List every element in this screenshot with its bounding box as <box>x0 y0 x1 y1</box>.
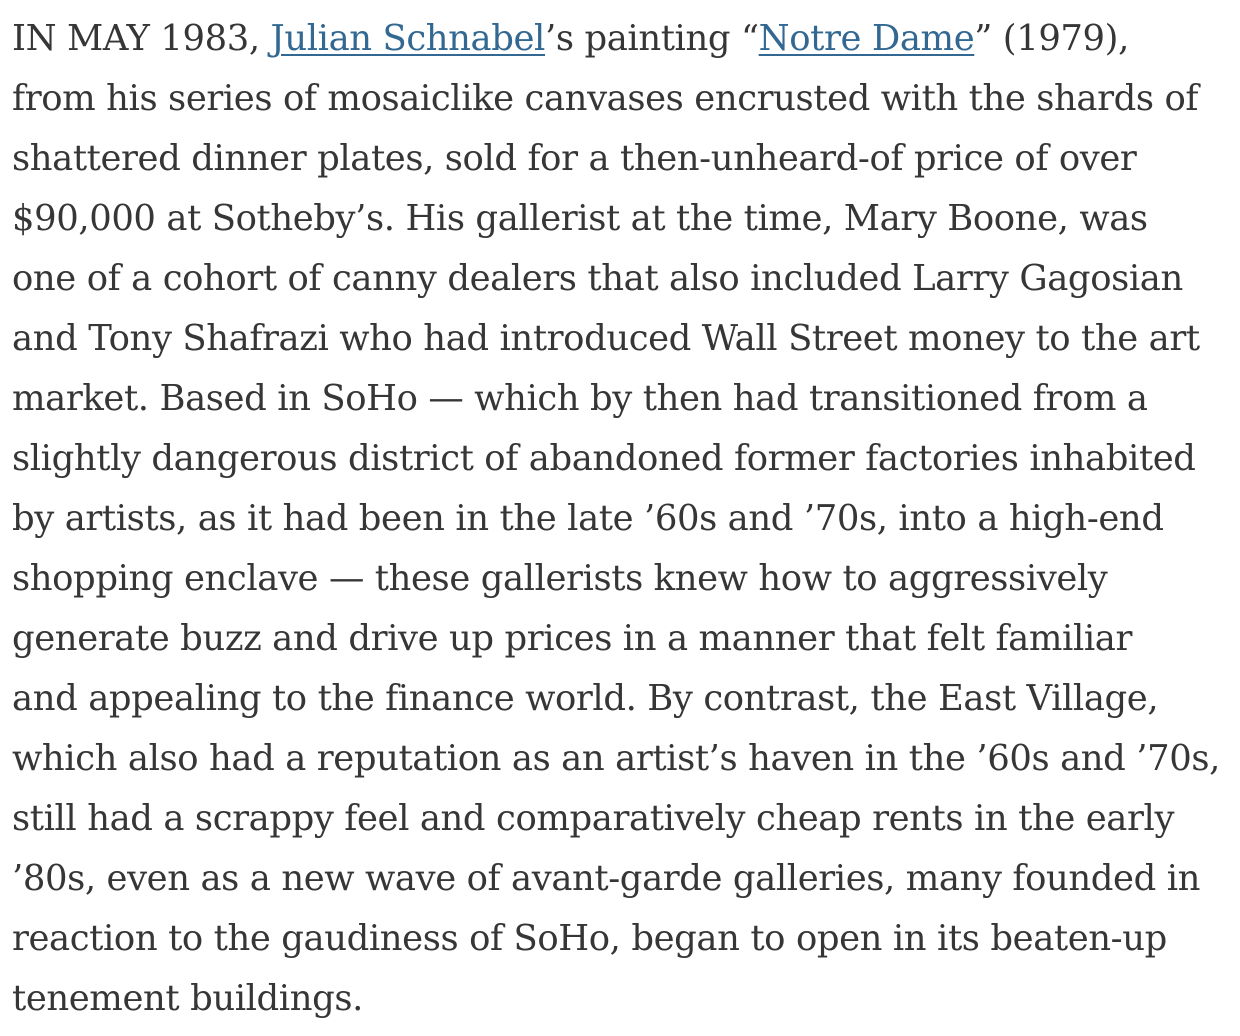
paragraph-line: one of a cohort of canny dealers that also included Larry Gagosian <box>12 258 1183 299</box>
paragraph-line: shattered dinner plates, sold for a then-unheard-of price of over <box>12 138 1137 179</box>
article-paragraph <box>12 9 1234 1029</box>
paragraph-line <box>12 9 1234 69</box>
paragraph-line: by artists, as it had been in the late ’60s and ’70s, into a high-end <box>12 498 1164 539</box>
paragraph-line: generate buzz and drive up prices in a manner that felt familiar <box>12 618 1133 659</box>
paragraph-line: and Tony Shafrazi who had introduced Wall Street money to the art <box>12 318 1200 359</box>
paragraph-line: which also had a reputation as an artist’s haven in the ’60s and ’70s, <box>12 738 1220 779</box>
paragraph-line: $90,000 at Sotheby’s. His gallerist at the time, Mary Boone, was <box>12 198 1148 239</box>
paragraph-line: shopping enclave — these gallerists knew how to aggressively <box>12 558 1108 599</box>
paragraph-line: still had a scrappy feel and comparatively cheap rents in the early <box>12 798 1175 839</box>
line-middle-text: ’s painting “ <box>544 18 759 59</box>
paragraph-line: tenement buildings. <box>12 978 363 1019</box>
article-body <box>12 9 1234 1029</box>
paragraph-line: from his series of mosaiclike canvases encrusted with the shards of <box>12 78 1199 119</box>
julian-schnabel-link[interactable]: Julian Schnabel <box>270 18 545 59</box>
paragraph-line: market. Based in SoHo — which by then had transitioned from a <box>12 378 1148 419</box>
line-prefix-text: IN MAY 1983, <box>12 18 271 59</box>
line-suffix-text: ” (1979), <box>974 18 1129 59</box>
paragraph-line: reaction to the gaudiness of SoHo, began to open in its beaten-up <box>12 918 1167 959</box>
paragraph-line: slightly dangerous district of abandoned former factories inhabited <box>12 438 1196 479</box>
paragraph-line: ’80s, even as a new wave of avant-garde galleries, many founded in <box>12 858 1201 899</box>
paragraph-line: and appealing to the finance world. By contrast, the East Village, <box>12 678 1159 719</box>
notre-dame-link[interactable]: Notre Dame <box>758 18 975 59</box>
